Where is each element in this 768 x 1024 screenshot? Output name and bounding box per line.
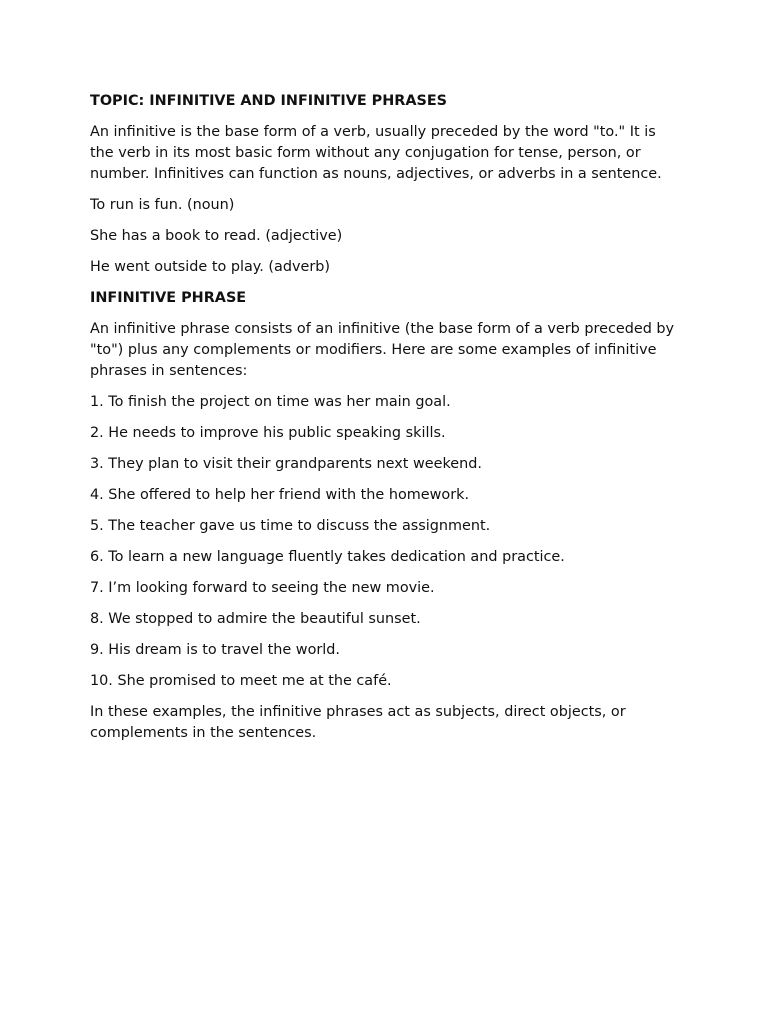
list-item: 8. We stopped to admire the beautiful sunset. xyxy=(90,611,421,627)
document-page xyxy=(90,91,680,754)
list-item: 1. To finish the project on time was her main goal. xyxy=(90,394,451,410)
conclusion-paragraph: In these examples, the infinitive phrases act as subjects, direct objects, or complements in the sentences. xyxy=(90,704,626,741)
list-item: 7. I’m looking forward to seeing the new movie. xyxy=(90,580,435,596)
list-item: 9. His dream is to travel the world. xyxy=(90,642,340,658)
intro-paragraph: An infinitive is the base form of a verb, usually preceded by the word "to." It is the verb in its most basic form without any conjugation for tense, person, or number. Infinitives can function as nouns, adjectives, or adverbs in a sentence. xyxy=(90,124,662,182)
list-item: 10. She promised to meet me at the café. xyxy=(90,673,392,689)
list-item: 4. She offered to help her friend with the homework. xyxy=(90,487,470,503)
list-item: 3. They plan to visit their grandparents next weekend. xyxy=(90,456,482,472)
document-title: TOPIC: INFINITIVE AND INFINITIVE PHRASES xyxy=(90,93,448,109)
section-intro-paragraph: An infinitive phrase consists of an infinitive (the base form of a verb preceded by "to") plus any complements or modifiers. Here are some examples of infinitive phrases in sentences: xyxy=(90,321,675,379)
list-item: 6. To learn a new language fluently takes dedication and practice. xyxy=(90,549,565,565)
list-item: 5. The teacher gave us time to discuss the assignment. xyxy=(90,518,491,534)
list-item: 2. He needs to improve his public speaking skills. xyxy=(90,425,446,441)
section-heading: INFINITIVE PHRASE xyxy=(90,290,247,306)
example-noun: To run is fun. (noun) xyxy=(90,197,235,213)
example-adverb: He went outside to play. (adverb) xyxy=(90,259,331,275)
example-adjective: She has a book to read. (adjective) xyxy=(90,228,343,244)
